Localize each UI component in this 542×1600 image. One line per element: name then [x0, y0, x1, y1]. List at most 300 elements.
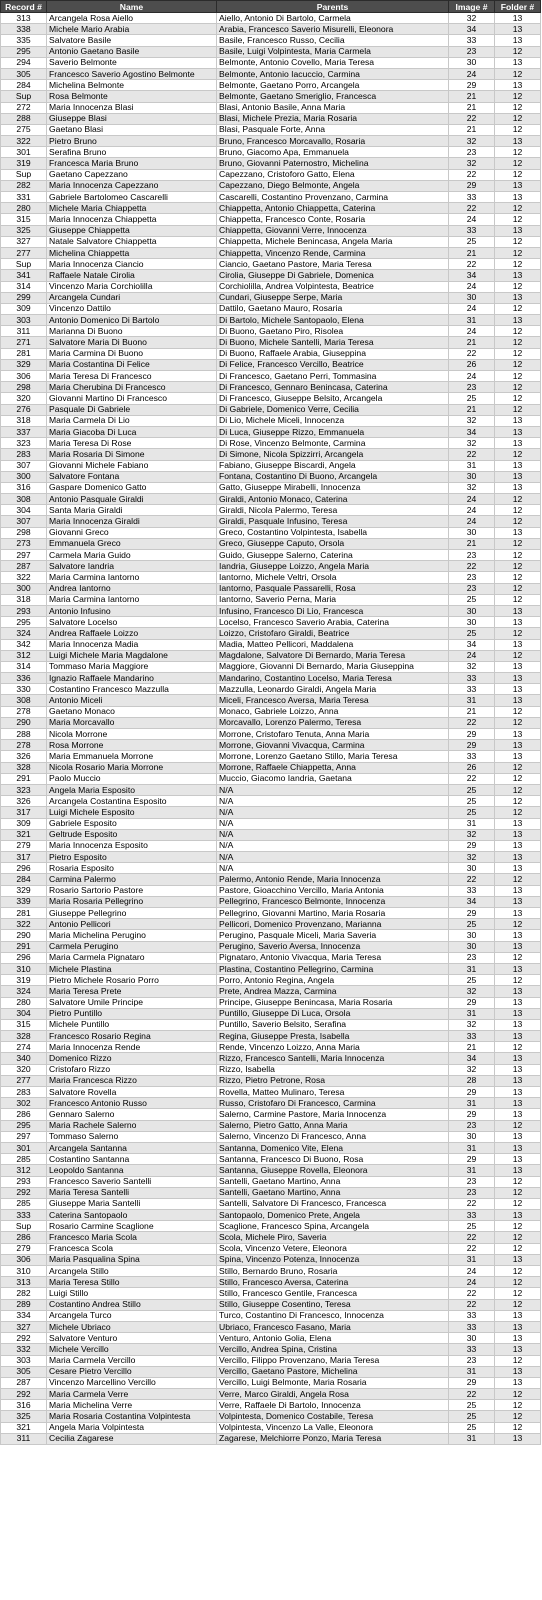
name-cell[interactable]: Cristofaro Rizzo [47, 1064, 217, 1075]
image-cell[interactable]: 24 [449, 1266, 495, 1277]
name-cell[interactable]: Rosario Sartorio Pastore [47, 885, 217, 896]
name-cell[interactable]: Antonio Domenico Di Bartolo [47, 315, 217, 326]
folder-cell[interactable]: 13 [495, 1019, 541, 1030]
image-cell[interactable]: 24 [449, 516, 495, 527]
image-cell[interactable]: 30 [449, 292, 495, 303]
name-cell[interactable]: Giovanni Michele Fabiano [47, 460, 217, 471]
name-cell[interactable]: Gaetano Capezzano [47, 169, 217, 180]
name-cell[interactable]: Michele Plastina [47, 963, 217, 974]
name-cell[interactable]: Antonio Infusino [47, 605, 217, 616]
record-cell[interactable]: 312 [1, 650, 47, 661]
record-cell[interactable]: 305 [1, 68, 47, 79]
parents-cell[interactable]: Stillo, Giuseppe Cosentino, Teresa [217, 1299, 449, 1310]
record-cell[interactable]: 322 [1, 572, 47, 583]
table-row[interactable] [1, 169, 541, 180]
table-row[interactable] [1, 885, 541, 896]
folder-cell[interactable]: 13 [495, 57, 541, 68]
table-row[interactable] [1, 583, 541, 594]
image-cell[interactable]: 34 [449, 426, 495, 437]
folder-cell[interactable]: 12 [495, 1187, 541, 1198]
record-cell[interactable]: 288 [1, 729, 47, 740]
image-cell[interactable]: 23 [449, 46, 495, 57]
name-cell[interactable]: Giuseppe Blasi [47, 113, 217, 124]
name-cell[interactable]: Maria Rachele Salerno [47, 1120, 217, 1131]
folder-cell[interactable]: 12 [495, 1232, 541, 1243]
folder-cell[interactable]: 12 [495, 1400, 541, 1411]
image-cell[interactable]: 21 [449, 1042, 495, 1053]
folder-cell[interactable]: 13 [495, 729, 541, 740]
record-cell[interactable]: 278 [1, 706, 47, 717]
name-cell[interactable]: Luigi Michele Maria Magdalone [47, 650, 217, 661]
folder-cell[interactable]: 12 [495, 1355, 541, 1366]
image-cell[interactable]: 31 [449, 315, 495, 326]
table-row[interactable] [1, 1232, 541, 1243]
name-cell[interactable]: Carmina Palermo [47, 874, 217, 885]
name-cell[interactable]: Maria Emmanuela Morrone [47, 751, 217, 762]
table-row[interactable] [1, 1131, 541, 1142]
table-row[interactable] [1, 740, 541, 751]
image-cell[interactable]: 23 [449, 147, 495, 158]
record-cell[interactable]: 322 [1, 136, 47, 147]
record-cell[interactable]: 308 [1, 494, 47, 505]
image-cell[interactable]: 33 [449, 35, 495, 46]
folder-cell[interactable]: 13 [495, 1075, 541, 1086]
image-cell[interactable]: 31 [449, 695, 495, 706]
table-row[interactable] [1, 807, 541, 818]
image-cell[interactable]: 34 [449, 639, 495, 650]
folder-cell[interactable]: 12 [495, 203, 541, 214]
parents-cell[interactable]: Di Rose, Vincenzo Belmonte, Carmina [217, 438, 449, 449]
record-cell[interactable]: 280 [1, 997, 47, 1008]
parents-cell[interactable]: Iantorno, Saverio Perna, Maria [217, 594, 449, 605]
record-cell[interactable]: 293 [1, 1176, 47, 1187]
folder-cell[interactable]: 12 [495, 281, 541, 292]
table-row[interactable] [1, 1333, 541, 1344]
parents-cell[interactable]: N/A [217, 784, 449, 795]
image-cell[interactable]: 24 [449, 281, 495, 292]
folder-cell[interactable]: 12 [495, 762, 541, 773]
record-cell[interactable]: 319 [1, 975, 47, 986]
folder-cell[interactable]: 12 [495, 147, 541, 158]
parents-cell[interactable]: Basile, Francesco Russo, Cecilia [217, 35, 449, 46]
folder-cell[interactable]: 12 [495, 337, 541, 348]
name-cell[interactable]: Saverio Belmonte [47, 57, 217, 68]
image-cell[interactable]: 32 [449, 438, 495, 449]
table-row[interactable] [1, 1389, 541, 1400]
parents-cell[interactable]: Puntillo, Saverio Belsito, Serafina [217, 1019, 449, 1030]
image-cell[interactable]: 22 [449, 203, 495, 214]
image-cell[interactable]: 34 [449, 270, 495, 281]
record-cell[interactable]: 303 [1, 315, 47, 326]
record-cell[interactable]: 315 [1, 1019, 47, 1030]
table-row[interactable] [1, 729, 541, 740]
image-cell[interactable]: 22 [449, 449, 495, 460]
table-row[interactable] [1, 102, 541, 113]
folder-cell[interactable]: 12 [495, 326, 541, 337]
folder-cell[interactable]: 12 [495, 46, 541, 57]
table-row[interactable] [1, 214, 541, 225]
record-cell[interactable]: Sup [1, 169, 47, 180]
folder-cell[interactable]: 12 [495, 717, 541, 728]
parents-cell[interactable]: Zagarese, Melchiorre Ponzo, Maria Teresa [217, 1433, 449, 1444]
parents-cell[interactable]: Perugino, Pasquale Miceli, Maria Saveria [217, 930, 449, 941]
folder-cell[interactable]: 13 [495, 1310, 541, 1321]
image-cell[interactable]: 32 [449, 136, 495, 147]
folder-cell[interactable]: 13 [495, 740, 541, 751]
table-row[interactable] [1, 404, 541, 415]
image-cell[interactable]: 31 [449, 460, 495, 471]
record-cell[interactable]: 273 [1, 538, 47, 549]
record-cell[interactable]: 283 [1, 449, 47, 460]
parents-cell[interactable]: Ubriaco, Francesco Fasano, Maria [217, 1321, 449, 1332]
folder-cell[interactable]: 12 [495, 259, 541, 270]
parents-cell[interactable]: Di Francesco, Gennaro Benincasa, Caterina [217, 382, 449, 393]
image-cell[interactable]: 25 [449, 393, 495, 404]
folder-cell[interactable]: 13 [495, 460, 541, 471]
table-row[interactable] [1, 124, 541, 135]
table-row[interactable] [1, 628, 541, 639]
parents-cell[interactable]: Santelli, Gaetano Martino, Anna [217, 1176, 449, 1187]
table-row[interactable] [1, 963, 541, 974]
folder-cell[interactable]: 13 [495, 24, 541, 35]
table-row[interactable] [1, 136, 541, 147]
record-cell[interactable]: 342 [1, 639, 47, 650]
name-cell[interactable]: Michele Puntillo [47, 1019, 217, 1030]
column-header-record[interactable]: Record # [1, 1, 47, 13]
name-cell[interactable]: Maria Rosaria Pellegrino [47, 896, 217, 907]
folder-cell[interactable]: 13 [495, 1031, 541, 1042]
parents-cell[interactable]: Arabia, Francesco Saverio Misurelli, Eleonora [217, 24, 449, 35]
record-cell[interactable]: 311 [1, 326, 47, 337]
record-cell[interactable]: 288 [1, 113, 47, 124]
parents-cell[interactable]: Greco, Giuseppe Caputo, Orsola [217, 538, 449, 549]
table-row[interactable] [1, 203, 541, 214]
image-cell[interactable]: 22 [449, 348, 495, 359]
folder-cell[interactable]: 13 [495, 1131, 541, 1142]
folder-cell[interactable]: 13 [495, 963, 541, 974]
record-cell[interactable]: 323 [1, 438, 47, 449]
name-cell[interactable]: Pietro Bruno [47, 136, 217, 147]
folder-cell[interactable]: 12 [495, 1221, 541, 1232]
table-row[interactable] [1, 1400, 541, 1411]
folder-cell[interactable]: 13 [495, 1366, 541, 1377]
image-cell[interactable]: 22 [449, 1389, 495, 1400]
name-cell[interactable]: Gaetano Blasi [47, 124, 217, 135]
image-cell[interactable]: 22 [449, 1288, 495, 1299]
name-cell[interactable]: Arcangela Cundari [47, 292, 217, 303]
parents-cell[interactable]: Volpintesta, Domenico Costabile, Teresa [217, 1411, 449, 1422]
parents-cell[interactable]: Di Gabriele, Domenico Verre, Cecilia [217, 404, 449, 415]
record-cell[interactable]: 291 [1, 773, 47, 784]
image-cell[interactable]: 22 [449, 1299, 495, 1310]
name-cell[interactable]: Cesare Pietro Vercillo [47, 1366, 217, 1377]
record-cell[interactable]: 284 [1, 80, 47, 91]
image-cell[interactable]: 23 [449, 1187, 495, 1198]
parents-cell[interactable]: Di Buono, Gaetano Piro, Risolea [217, 326, 449, 337]
image-cell[interactable]: 30 [449, 863, 495, 874]
folder-cell[interactable]: 12 [495, 650, 541, 661]
parents-cell[interactable]: Scaglione, Francesco Spina, Arcangela [217, 1221, 449, 1232]
table-row[interactable] [1, 706, 541, 717]
name-cell[interactable]: Maria Carmela Verre [47, 1389, 217, 1400]
parents-cell[interactable]: Mazzulla, Leonardo Giraldi, Angela Maria [217, 684, 449, 695]
parents-cell[interactable]: Chiappetta, Giovanni Verre, Innocenza [217, 225, 449, 236]
folder-cell[interactable]: 12 [495, 773, 541, 784]
folder-cell[interactable]: 13 [495, 852, 541, 863]
parents-cell[interactable]: Chiappetta, Vincenzo Rende, Carmina [217, 247, 449, 258]
record-cell[interactable]: 325 [1, 1411, 47, 1422]
image-cell[interactable]: 24 [449, 505, 495, 516]
image-cell[interactable]: 29 [449, 997, 495, 1008]
record-cell[interactable]: 296 [1, 952, 47, 963]
record-cell[interactable]: 279 [1, 1243, 47, 1254]
table-row[interactable] [1, 1019, 541, 1030]
name-cell[interactable]: Angela Maria Esposito [47, 784, 217, 795]
image-cell[interactable]: 25 [449, 236, 495, 247]
image-cell[interactable]: 32 [449, 1019, 495, 1030]
image-cell[interactable]: 25 [449, 796, 495, 807]
record-cell[interactable]: 279 [1, 840, 47, 851]
folder-cell[interactable]: 13 [495, 1053, 541, 1064]
name-cell[interactable]: Tommaso Maria Maggiore [47, 661, 217, 672]
name-cell[interactable]: Raffaele Natale Cirolia [47, 270, 217, 281]
record-cell[interactable]: 304 [1, 505, 47, 516]
name-cell[interactable]: Geltrude Esposito [47, 829, 217, 840]
parents-cell[interactable]: N/A [217, 818, 449, 829]
folder-cell[interactable]: 12 [495, 550, 541, 561]
name-cell[interactable]: Maria Rosaria Costantina Volpintesta [47, 1411, 217, 1422]
folder-cell[interactable]: 13 [495, 1154, 541, 1165]
table-row[interactable] [1, 818, 541, 829]
image-cell[interactable]: 21 [449, 102, 495, 113]
image-cell[interactable]: 23 [449, 952, 495, 963]
parents-cell[interactable]: Di Simone, Nicola Spizzirri, Arcangela [217, 449, 449, 460]
table-row[interactable] [1, 784, 541, 795]
name-cell[interactable]: Arcangela Costantina Esposito [47, 796, 217, 807]
folder-cell[interactable]: 13 [495, 986, 541, 997]
record-cell[interactable]: 312 [1, 1165, 47, 1176]
table-row[interactable] [1, 527, 541, 538]
parents-cell[interactable]: Morrone, Lorenzo Gaetano Stillo, Maria Teresa [217, 751, 449, 762]
folder-cell[interactable]: 13 [495, 840, 541, 851]
name-cell[interactable]: Giovanni Martino Di Francesco [47, 393, 217, 404]
record-cell[interactable]: 275 [1, 124, 47, 135]
record-cell[interactable]: 313 [1, 13, 47, 24]
table-row[interactable] [1, 1198, 541, 1209]
parents-cell[interactable]: Di Buono, Michele Santelli, Maria Teresa [217, 337, 449, 348]
folder-cell[interactable]: 12 [495, 91, 541, 102]
folder-cell[interactable]: 12 [495, 214, 541, 225]
record-cell[interactable]: 282 [1, 1288, 47, 1299]
parents-cell[interactable]: Iantorno, Pasquale Passarelli, Rosa [217, 583, 449, 594]
table-row[interactable] [1, 259, 541, 270]
parents-cell[interactable]: Puntillo, Giuseppe Di Luca, Orsola [217, 1008, 449, 1019]
image-cell[interactable]: 30 [449, 57, 495, 68]
record-cell[interactable]: 320 [1, 1064, 47, 1075]
folder-cell[interactable]: 12 [495, 1243, 541, 1254]
parents-cell[interactable]: Di Lio, Michele Miceli, Innocenza [217, 415, 449, 426]
folder-cell[interactable]: 12 [495, 706, 541, 717]
table-row[interactable] [1, 80, 541, 91]
parents-cell[interactable]: Cundari, Giuseppe Serpe, Maria [217, 292, 449, 303]
folder-cell[interactable]: 13 [495, 35, 541, 46]
name-cell[interactable]: Maria Innocenza Rende [47, 1042, 217, 1053]
parents-cell[interactable]: Locelso, Francesco Saverio Arabia, Caterina [217, 617, 449, 628]
table-row[interactable] [1, 572, 541, 583]
folder-cell[interactable]: 13 [495, 684, 541, 695]
image-cell[interactable]: 21 [449, 404, 495, 415]
parents-cell[interactable]: Spina, Vincenzo Potenza, Innocenza [217, 1254, 449, 1265]
table-row[interactable] [1, 673, 541, 684]
image-cell[interactable]: 24 [449, 326, 495, 337]
record-cell[interactable]: 338 [1, 24, 47, 35]
record-cell[interactable]: 289 [1, 1299, 47, 1310]
parents-cell[interactable]: Corchiolilla, Andrea Volpintesta, Beatrice [217, 281, 449, 292]
name-cell[interactable]: Maria Innocenza Giraldi [47, 516, 217, 527]
parents-cell[interactable]: Di Bartolo, Michele Santopaolo, Elena [217, 315, 449, 326]
image-cell[interactable]: 30 [449, 1131, 495, 1142]
name-cell[interactable]: Francesca Maria Bruno [47, 158, 217, 169]
folder-cell[interactable]: 13 [495, 80, 541, 91]
parents-cell[interactable]: Iandria, Giuseppe Loizzo, Angela Maria [217, 561, 449, 572]
table-row[interactable] [1, 382, 541, 393]
image-cell[interactable]: 33 [449, 192, 495, 203]
column-header-parents[interactable]: Parents [217, 1, 449, 13]
record-cell[interactable]: 307 [1, 460, 47, 471]
name-cell[interactable]: Giuseppe Pellegrino [47, 908, 217, 919]
folder-cell[interactable]: 12 [495, 561, 541, 572]
parents-cell[interactable]: Santelli, Gaetano Martino, Anna [217, 1187, 449, 1198]
folder-cell[interactable]: 12 [495, 1288, 541, 1299]
name-cell[interactable]: Salvatore Fontana [47, 471, 217, 482]
folder-cell[interactable]: 13 [495, 482, 541, 493]
record-cell[interactable]: 324 [1, 986, 47, 997]
parents-cell[interactable]: Capezzano, Cristoforo Gatto, Elena [217, 169, 449, 180]
column-header-folder[interactable]: Folder # [495, 1, 541, 13]
parents-cell[interactable]: Chiappetta, Michele Benincasa, Angela Maria [217, 236, 449, 247]
image-cell[interactable]: 29 [449, 80, 495, 91]
table-row[interactable] [1, 1254, 541, 1265]
table-row[interactable] [1, 91, 541, 102]
record-cell[interactable]: 313 [1, 1277, 47, 1288]
folder-cell[interactable]: 12 [495, 952, 541, 963]
name-cell[interactable]: Salvatore Iandria [47, 561, 217, 572]
folder-cell[interactable]: 12 [495, 572, 541, 583]
table-row[interactable] [1, 460, 541, 471]
name-cell[interactable]: Maria Teresa Santelli [47, 1187, 217, 1198]
name-cell[interactable]: Maria Teresa Di Francesco [47, 371, 217, 382]
table-row[interactable] [1, 1266, 541, 1277]
record-cell[interactable]: 291 [1, 941, 47, 952]
image-cell[interactable]: 33 [449, 751, 495, 762]
parents-cell[interactable]: N/A [217, 829, 449, 840]
table-row[interactable] [1, 1008, 541, 1019]
parents-cell[interactable]: Plastina, Costantino Pellegrino, Carmina [217, 963, 449, 974]
image-cell[interactable]: 33 [449, 1031, 495, 1042]
table-row[interactable] [1, 874, 541, 885]
record-cell[interactable]: 297 [1, 550, 47, 561]
image-cell[interactable]: 21 [449, 706, 495, 717]
image-cell[interactable]: 30 [449, 941, 495, 952]
record-cell[interactable]: 300 [1, 471, 47, 482]
table-row[interactable] [1, 650, 541, 661]
record-cell[interactable]: 277 [1, 1075, 47, 1086]
image-cell[interactable]: 33 [449, 225, 495, 236]
record-cell[interactable]: 319 [1, 158, 47, 169]
name-cell[interactable]: Carmela Maria Guido [47, 550, 217, 561]
image-cell[interactable]: 32 [449, 829, 495, 840]
parents-cell[interactable]: Rende, Vincenzo Loizzo, Anna Maria [217, 1042, 449, 1053]
record-cell[interactable]: 298 [1, 382, 47, 393]
image-cell[interactable]: 33 [449, 1210, 495, 1221]
name-cell[interactable]: Michele Maria Chiappetta [47, 203, 217, 214]
name-cell[interactable]: Rosa Belmonte [47, 91, 217, 102]
table-row[interactable] [1, 1120, 541, 1131]
table-row[interactable] [1, 1210, 541, 1221]
image-cell[interactable]: 22 [449, 874, 495, 885]
record-cell[interactable]: 300 [1, 583, 47, 594]
folder-cell[interactable]: 13 [495, 315, 541, 326]
record-cell[interactable]: Sup [1, 259, 47, 270]
image-cell[interactable]: 32 [449, 482, 495, 493]
image-cell[interactable]: 23 [449, 1355, 495, 1366]
table-row[interactable] [1, 337, 541, 348]
image-cell[interactable]: 32 [449, 852, 495, 863]
name-cell[interactable]: Michelina Belmonte [47, 80, 217, 91]
image-cell[interactable]: 30 [449, 527, 495, 538]
table-row[interactable] [1, 270, 541, 281]
image-cell[interactable]: 22 [449, 169, 495, 180]
parents-cell[interactable]: Di Buono, Raffaele Arabia, Giuseppina [217, 348, 449, 359]
parents-cell[interactable]: Belmonte, Gaetano Smeriglio, Francesca [217, 91, 449, 102]
parents-cell[interactable]: Iantorno, Michele Veltri, Orsola [217, 572, 449, 583]
table-row[interactable] [1, 1321, 541, 1332]
folder-cell[interactable]: 12 [495, 303, 541, 314]
image-cell[interactable]: 31 [449, 1254, 495, 1265]
record-cell[interactable]: 294 [1, 57, 47, 68]
parents-cell[interactable]: Infusino, Francesco Di Lio, Francesca [217, 605, 449, 616]
table-row[interactable] [1, 1165, 541, 1176]
folder-cell[interactable]: 12 [495, 807, 541, 818]
folder-cell[interactable]: 13 [495, 1321, 541, 1332]
name-cell[interactable]: Costantino Andrea Stillo [47, 1299, 217, 1310]
parents-cell[interactable]: Basile, Luigi Volpintesta, Maria Carmela [217, 46, 449, 57]
record-cell[interactable]: 311 [1, 1433, 47, 1444]
name-cell[interactable]: Antonio Pasquale Giraldi [47, 494, 217, 505]
parents-cell[interactable]: Giraldi, Nicola Palermo, Teresa [217, 505, 449, 516]
record-cell[interactable]: 296 [1, 863, 47, 874]
image-cell[interactable]: 32 [449, 1064, 495, 1075]
parents-cell[interactable]: Di Felice, Francesco Vercillo, Beatrice [217, 359, 449, 370]
record-cell[interactable]: 328 [1, 1031, 47, 1042]
record-cell[interactable]: 274 [1, 1042, 47, 1053]
folder-cell[interactable]: 12 [495, 796, 541, 807]
record-cell[interactable]: 327 [1, 236, 47, 247]
parents-cell[interactable]: N/A [217, 863, 449, 874]
record-cell[interactable]: 336 [1, 673, 47, 684]
parents-cell[interactable]: Capezzano, Diego Belmonte, Angela [217, 180, 449, 191]
name-cell[interactable]: Gaspare Domenico Gatto [47, 482, 217, 493]
image-cell[interactable]: 24 [449, 371, 495, 382]
parents-cell[interactable]: Porro, Antonio Regina, Angela [217, 975, 449, 986]
parents-cell[interactable]: Chiappetta, Francesco Conte, Rosaria [217, 214, 449, 225]
image-cell[interactable]: 31 [449, 1098, 495, 1109]
name-cell[interactable]: Emmanuela Greco [47, 538, 217, 549]
parents-cell[interactable]: Santelli, Salvatore Di Francesco, Francesca [217, 1198, 449, 1209]
table-row[interactable] [1, 829, 541, 840]
folder-cell[interactable]: 12 [495, 1198, 541, 1209]
folder-cell[interactable]: 12 [495, 1266, 541, 1277]
